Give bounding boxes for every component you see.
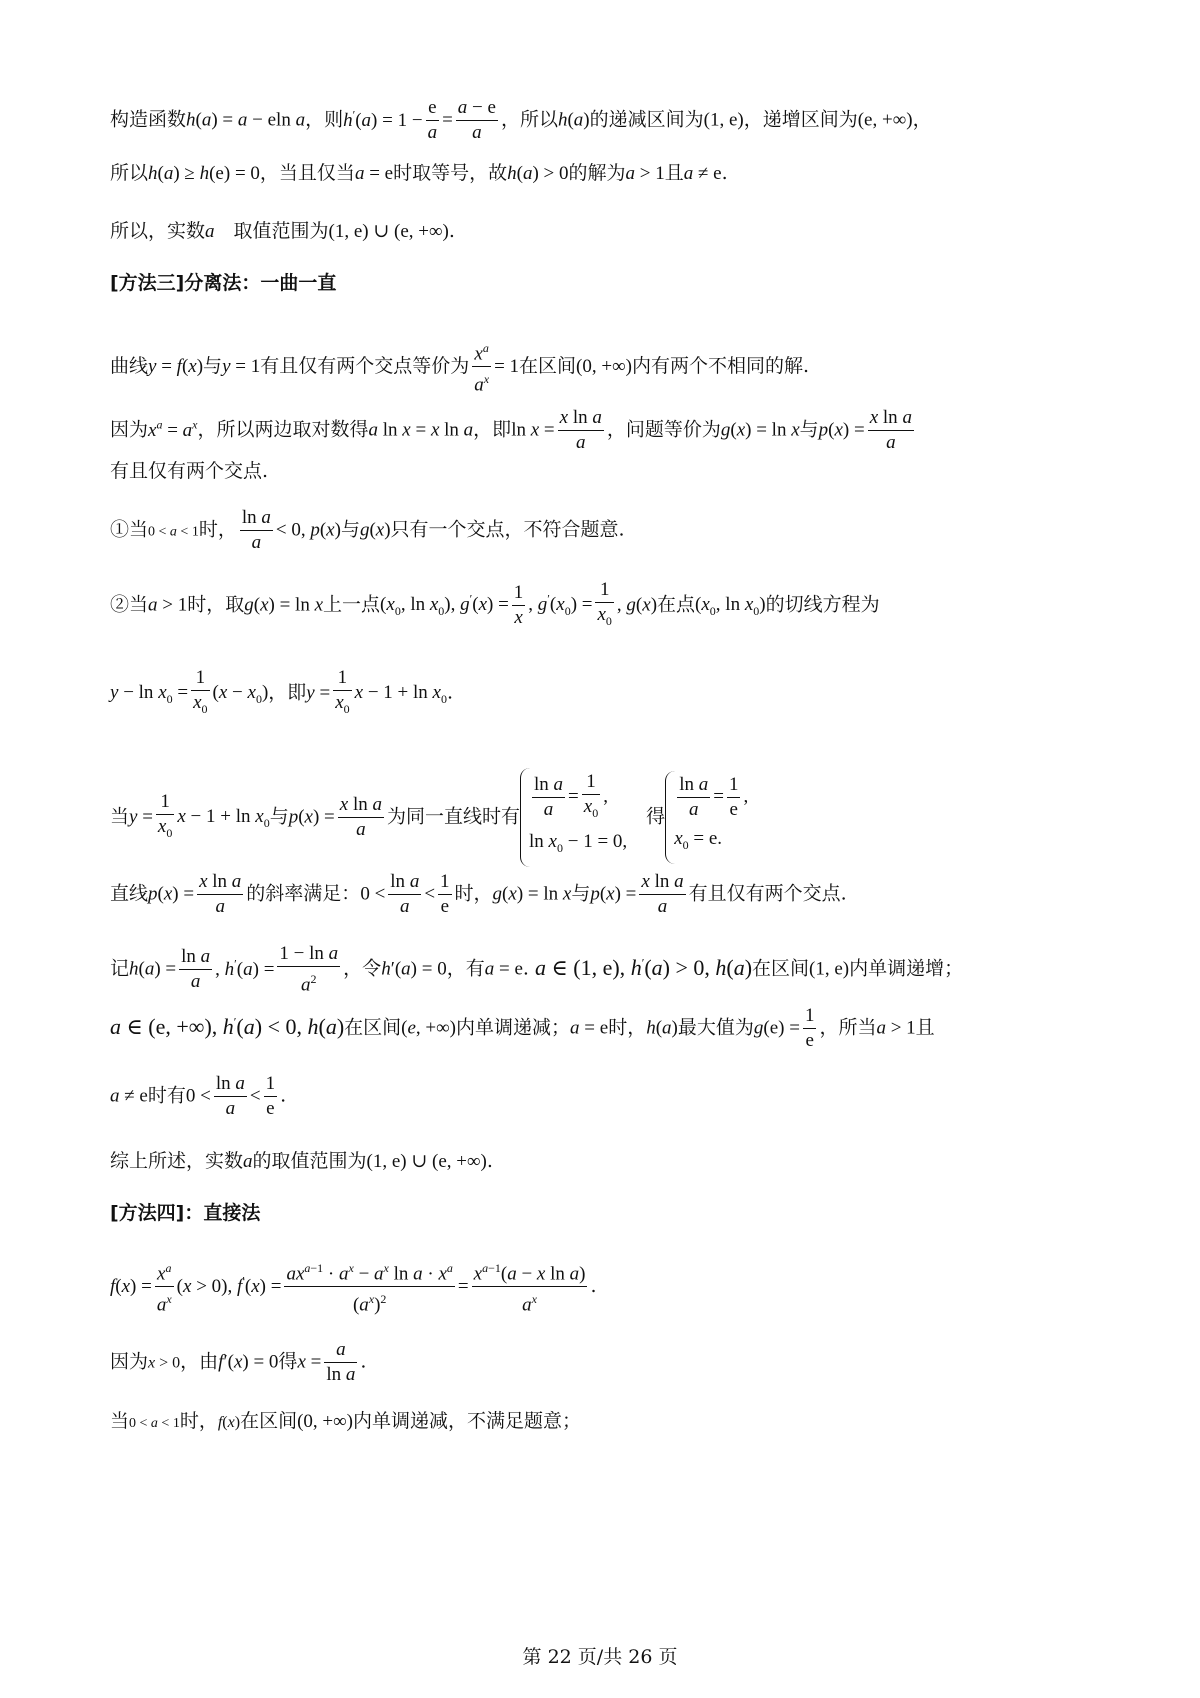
text-line: 所以h(a) ≥ h(e) = 0，当且仅当a = e时取等号，故h(a) > 0的解为a > 1且a ≠ e. bbox=[110, 162, 728, 184]
text-line: $y - \ln x_0$ = $\frac{1}{x_0}$ $(x - x_0)$，即y = $\frac{1}{x_0}$ $x - 1 + \ln x_0$. bbox=[110, 667, 454, 716]
text-line: 曲线y = f(x)与y = 1有且仅有两个交点等价为 $\frac{x^a}{a^x}$ = 1在区间(0, +∞)内有两个不相同的解. bbox=[110, 336, 1130, 398]
equation-system: $\frac{\text{ln a}}{a}$ = $\frac{1}{e}$ , $x_0 = e$. bbox=[665, 771, 748, 864]
text-line: 因为x > 0，由f′(x) = 0得x = $\frac{a}{\text{ln a}}$ . bbox=[110, 1339, 367, 1385]
text-line: 有且仅有两个交点. bbox=[110, 460, 269, 482]
text-line: 构造函数h(a) = a − eln a，则h′(a) = 1 − $\frac{e}{a}$ = $\frac{a - e}{a}$ ，所以h(a)的递减区间为(1, e)，递增区间为(e, +∞)， bbox=[110, 97, 932, 143]
text-line: 综上所述，实数a的取值范围为(1, e) ∪ (e, +∞). bbox=[110, 1150, 493, 1172]
text-line: 当y = $\frac{1}{x_0}$ $x - 1 + \ln x_0$与p(x) = $\frac{\text{x ln a}}{a}$ 为同一直线时有 $\frac{\text{ln a}}{a}$ = $\frac{1}{x_0}$ , $\ln x_0 - 1 = 0$, 得 $\frac{\text{ln a}}{a}$ = $\frac{1}{e}$ , $x_0 = e$. bbox=[110, 768, 1130, 867]
text-line: 记h(a) = $\frac{\text{ln a}}{a}$ , h′(a) = $\frac{\text{1 − ln a}}{a^2}$ ，令h′(a) = 0，有a = e. a ∈ (1, e), h′(a) > 0, h(a)在区间(1, e)内单调递增； bbox=[110, 943, 964, 996]
text-line: 所以，实数a 取值范围为(1, e) ∪ (e, +∞). bbox=[110, 220, 455, 242]
text-line: ①当0 < a < 1时， $\frac{\text{ln a}}{a}$ < 0, p(x)与g(x)只有一个交点，不符合题意. bbox=[110, 507, 625, 553]
page-footer: 第 22 页/共 26 页 bbox=[522, 1646, 678, 1668]
text-line: ②当a > 1时，取g(x) = ln x上一点($x_0$, $\ln x_0$), g′(x) = $\frac{1}{x}$ , $g'(x_0)$ = $\frac{1}{x_0}$ , g(x)在点($x_0$, $\ln x_0$)的切线方程为 bbox=[110, 579, 880, 628]
text-line: a ∈ (e, +∞), h′(a) < 0, h(a)在区间(e, +∞)内单调递减；a = e时，h(a)最大值为g(e) = $\frac{1}{e}$ ，所当a > 1且 bbox=[110, 1005, 935, 1051]
text-line: 当0 < a < 1时，f(x)在区间(0, +∞)内单调递减，不满足题意； bbox=[110, 1410, 582, 1432]
text-line: 直线p(x) = $\frac{\text{x ln a}}{a}$ 的斜率满足：0 < $\frac{\text{ln a}}{a}$ < $\frac{1}{e}$ 时，g(x) = ln x与p(x) = $\frac{\text{x ln a}}{a}$ 有且仅有两个交点. bbox=[110, 871, 847, 917]
section-heading: [方法四]：直接法 bbox=[110, 1202, 261, 1224]
section-heading: [方法三]分离法：一曲一直 bbox=[110, 272, 337, 294]
text-line: 因为$x^a = a^x$，所以两边取对数得a ln x = x ln a，即ln x = $\frac{\text{x ln a}}{a}$ ，问题等价为g(x) = ln x与p(x) = $\frac{\text{x ln a}}{a}$ bbox=[110, 407, 912, 453]
text-line: a ≠ e时有0 < $\frac{\text{ln a}}{a}$ < $\frac{1}{e}$ . bbox=[110, 1073, 287, 1119]
equation-system: $\frac{\text{ln a}}{a}$ = $\frac{1}{x_0}$ , $\ln x_0 - 1 = 0$, bbox=[520, 768, 627, 867]
text-line: f(x) = $\frac{x^a}{a^x}$ (x > 0), f′(x) = $\frac{ax^{a-1} \cdot a^x - a^x \ln a \cdot x^a}{(a^x)^2}$ = $\frac{x^{a-1}(a - x \ln a)}{a^x}$ . bbox=[110, 1256, 1130, 1318]
